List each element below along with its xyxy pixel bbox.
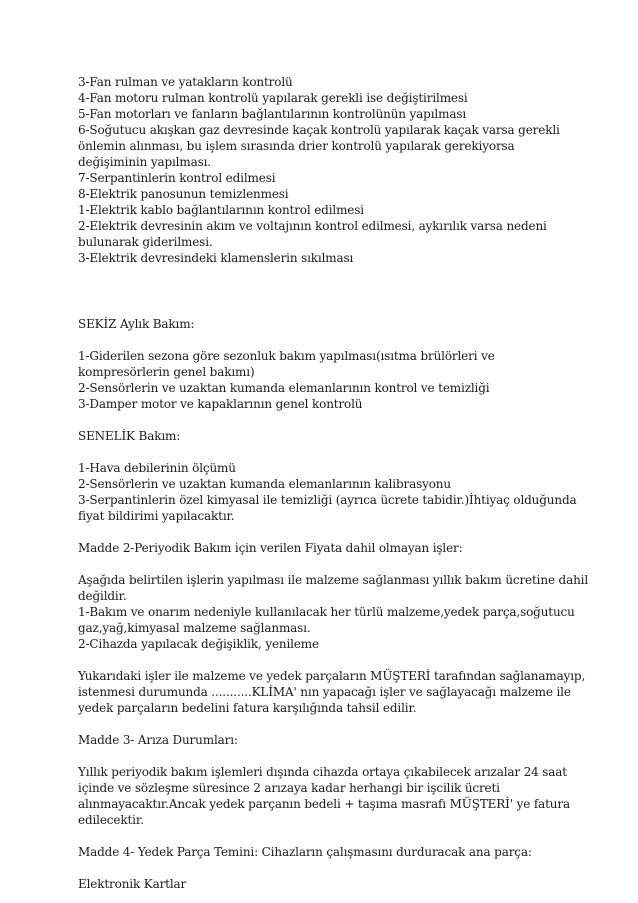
section-heading-senelik: SENELİK Bakım:: [78, 429, 181, 443]
section-heading-madde-3: Madde 3- Arıza Durumları:: [78, 733, 238, 747]
paragraph-line: içinde ve sözleşme süresince 2 arızaya kadar herhangi bir işcilik ücreti: [78, 781, 500, 795]
list-item: 1-Bakım ve onarım nedeniyle kullanılacak her türlü malzeme,yedek parça,soğutucu: [78, 605, 575, 619]
paragraph-line: Yıllık periyodik bakım işlemleri dışında cihazda ortaya çıkabilecek arızalar 24 saat: [78, 765, 567, 779]
list-item: 6-Soğutucu akışkan gaz devresinde kaçak kontrolü yapılarak kaçak varsa gerekli: [78, 123, 560, 137]
list-item: 7-Serpantinlerin kontrol edilmesi: [78, 171, 276, 185]
list-item: kompresörlerin genel bakımı): [78, 365, 255, 379]
section-heading-madde-4: Madde 4- Yedek Parça Temini: Cihazların çalışmasını durduracak ana parça:: [78, 845, 532, 859]
list-item: değişiminin yapılması.: [78, 155, 211, 169]
madde-3-paragraph: [78, 764, 578, 828]
list-item: 4-Fan motoru rulman kontrolü yapılarak gerekli ise değiştirilmesi: [78, 91, 468, 105]
sekiz-list: [78, 348, 578, 412]
list-item: 1-Hava debilerinin ölçümü: [78, 461, 236, 475]
list-item: fiyat bildirimi yapılacaktır.: [78, 509, 235, 523]
list-item: 2-Cihazda yapılacak değişiklik, yenileme: [78, 637, 319, 651]
list-item: 8-Elektrik panosunun temizlenmesi: [78, 187, 289, 201]
paragraph-line: edilecektir.: [78, 813, 144, 827]
section-heading-madde-2: Madde 2-Periyodik Bakım için verilen Fiyata dahil olmayan işler:: [78, 541, 463, 555]
list-item: 2-Sensörlerin ve uzaktan kumanda elemanlarının kontrol ve temizliği: [78, 381, 490, 395]
list-item: 2-Elektrik devresinin akım ve voltajının kontrol edilmesi, aykırılık varsa nedeni: [78, 219, 547, 233]
list-item: 3-Damper motor ve kapaklarının genel kontrolü: [78, 397, 363, 411]
list-item: 1-Elektrik kablo bağlantılarının kontrol edilmesi: [78, 203, 364, 217]
list-item: 1-Giderilen sezona göre sezonluk bakım yapılması(ısıtma brülörleri ve: [78, 349, 495, 363]
senelik-list: [78, 460, 578, 524]
paragraph-line: Yukarıdaki işler ile malzeme ve yedek parçaların MÜŞTERİ tarafından sağlanamayıp,: [78, 669, 586, 683]
yukaridaki-paragraph: [78, 668, 586, 716]
paragraph-line: Aşağıda belirtilen işlerin yapılması ile malzeme sağlanması yıllık bakım ücretine dahil: [78, 573, 589, 587]
document-body: [78, 74, 589, 892]
list-item: 3-Serpantinlerin özel kimyasal ile temizliği (ayrıca ücrete tabidir.)İhtiyaç olduğunda: [78, 493, 577, 507]
list-item: bulunarak giderilmesi.: [78, 235, 213, 249]
list-item: 5-Fan motorları ve fanların bağlantılarının kontrolünün yapılması: [78, 107, 467, 121]
list-item: önlemin alınması, bu işlem sırasında drier kontrolü yapılarak gerekiyorsa: [78, 139, 515, 153]
madde-2-list: [78, 572, 589, 652]
list-item: 2-Sensörlerin ve uzaktan kumanda elemanlarının kalibrasyonu: [78, 477, 451, 491]
list-item: gaz,yağ,kimyasal malzeme sağlanması.: [78, 621, 311, 635]
section-heading-sekiz: SEKİZ Aylık Bakım:: [78, 317, 195, 331]
list-item: 3-Fan rulman ve yatakların kontrolü: [78, 75, 293, 89]
paragraph-line: yedek parçaların bedelini fatura karşılığında tahsil edilir.: [78, 701, 417, 715]
elektronik-kartlar-item: Elektronik Kartlar: [78, 877, 187, 891]
list-item: 3-Elektrik devresindeki klamenslerin sıkılması: [78, 251, 354, 265]
paragraph-line: istenmesi durumunda ...........KLİMA' nın yapacağı işler ve sağlayacağı malzeme ile: [78, 685, 571, 699]
paragraph-line: değildir.: [78, 589, 127, 603]
maintenance-list-continued: [78, 74, 578, 266]
paragraph-line: alınmayacaktır.Ancak yedek parçanın bedeli + taşıma masrafı MÜŞTERİ' ye fatura: [78, 797, 570, 811]
